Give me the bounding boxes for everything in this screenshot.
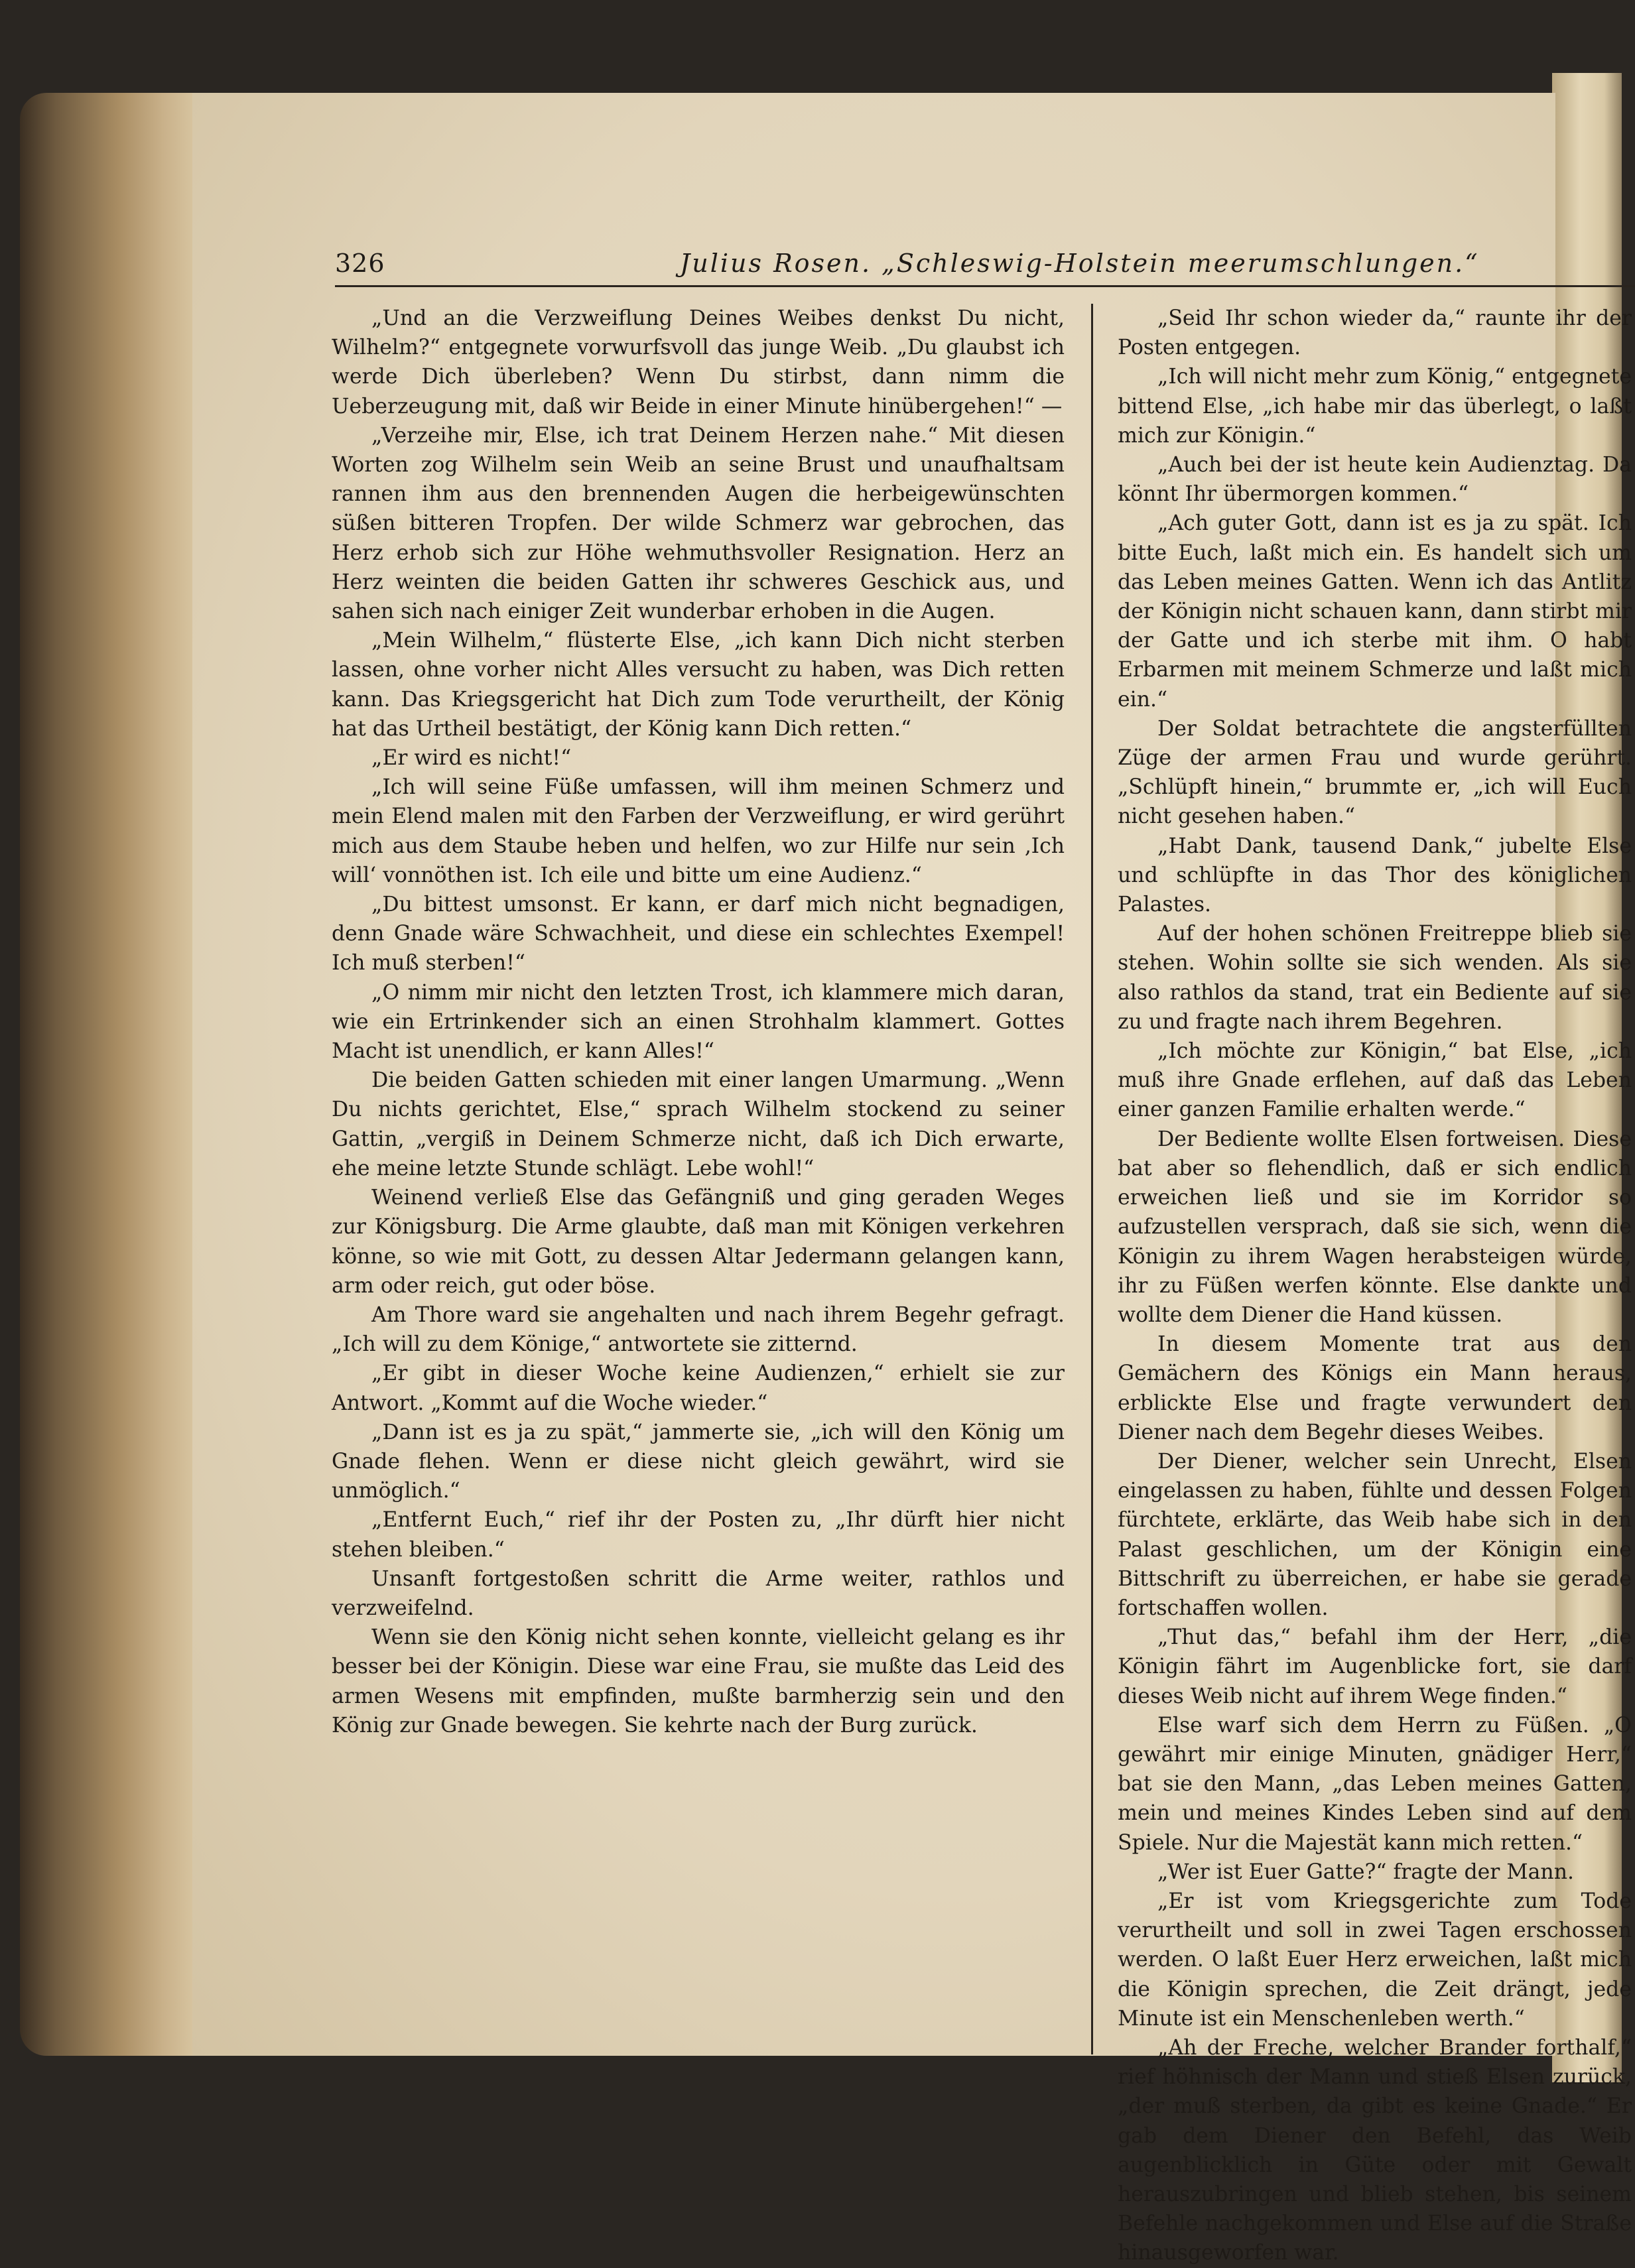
- running-title: Julius Rosen. „Schleswig-Holstein meerumschlungen.“: [680, 249, 1480, 278]
- paragraph: Unsanft fortgestoßen schritt die Arme weiter, rathlos und verzweifelnd.: [332, 1566, 1065, 1620]
- paragraph: „Thut das,“ befahl ihm der Herr, „die Königin fährt im Augenblicke fort, sie darf dieses Weib nicht auf ihrem Wege finden.“: [1118, 1625, 1632, 1708]
- paragraph: Am Thore ward sie angehalten und nach ihrem Begehr gefragt. „Ich will zu dem Könige,“ antwortete sie zitternd.: [332, 1302, 1065, 1357]
- header-rule: [335, 285, 1635, 287]
- paragraph: „Ah der Freche, welcher Brander forthalf,“ rief höhnisch der Mann und stieß Elsen zurück, „der muß sterben, da gibt es keine Gnade.“ Er gab dem Diener den Befehl, das Weib augenblicklich in Güte oder mit Gewalt herauszubringen und blieb stehen, bis seinem Befehle nachgekommen und Else auf die Straße hinausgeworfen war.: [1118, 2035, 1632, 2265]
- paragraph: In diesem Momente trat aus den Gemächern des Königs ein Mann heraus, erblickte Else und fragte verwundert den Diener nach dem Begehr dieses Weibes.: [1118, 1332, 1632, 1444]
- paragraph: „Entfernt Euch,“ rief ihr der Posten zu, „Ihr dürft hier nicht stehen bleiben.“: [332, 1508, 1065, 1562]
- paragraph: Der Diener, welcher sein Unrecht, Elsen eingelassen zu haben, fühlte und dessen Folgen fürchtete, erklärte, das Weib habe sich in den Palast geschlichen, um der Königin eine Bittschrift zu überreichen, er habe sie gerade fortschaffen wollen.: [1118, 1449, 1632, 1620]
- paragraph: „Ich will seine Füße umfassen, will ihm meinen Schmerz und mein Elend malen mit den Farben der Verzweiflung, er wird gerührt mich aus dem Staube heben und helfen, wo zur Hilfe nur sein ‚Ich will‘ vonnöthen ist. Ich eile und bitte um eine Audienz.“: [332, 775, 1065, 887]
- paragraph: „O nimm mir nicht den letzten Trost, ich klammere mich daran, wie ein Ertrinkender sich an einen Strohhalm klammert. Gottes Macht ist unendlich, er kann Alles!“: [332, 980, 1065, 1064]
- paragraph: „Verzeihe mir, Else, ich trat Deinem Herzen nahe.“ Mit diesen Worten zog Wilhelm sein Weib an seine Brust und unaufhaltsam rannen ihm aus den brennenden Augen die herbeigewünschten süßen bitteren Tropfen. Der wilde Schmerz war gebrochen, das Herz erhob sich zur Höhe wehmuthsvoller Resignation. Herz an Herz weinten die beiden Gatten ihr schweres Geschick aus, und sahen sich nach einiger Zeit wunderbar erhoben in die Augen.: [332, 423, 1065, 624]
- paragraph: „Seid Ihr schon wieder da,“ raunte ihr der Posten entgegen.: [1118, 306, 1632, 360]
- book-page: [192, 93, 1632, 2265]
- running-head: [335, 249, 1635, 288]
- paragraph: Weinend verließ Else das Gefängniß und ging geraden Weges zur Königsburg. Die Arme glaubte, daß man mit Königen verkehren könne, so wie mit Gott, zu dessen Altar Jedermann gelangen kann, arm oder reich, gut oder böse.: [332, 1186, 1065, 1298]
- paragraph: Wenn sie den König nicht sehen konnte, vielleicht gelang es ihr besser bei der Königin. Diese war eine Frau, sie mußte das Leid des armen Wesens mit empfinden, mußte barmherzig sein und den König zur Gnade bewegen. Sie kehrte nach der Burg zurück.: [332, 1625, 1065, 1737]
- paragraph: Else warf sich dem Herrn zu Füßen. „O gewährt mir einige Minuten, gnädiger Herr,“ bat sie den Mann, „das Leben meines Gatten, mein und meines Kindes Leben sind auf dem Spiele. Nur die Majestät kann mich retten.“: [1118, 1713, 1632, 1855]
- paragraph: Die beiden Gatten schieden mit einer langen Umarmung. „Wenn Du nichts gerichtet, Else,“ sprach Wilhelm stockend zu seiner Gattin, „vergiß in Deinem Schmerze nicht, daß ich Dich erwarte, ehe meine letzte Stunde schlägt. Lebe wohl!“: [332, 1068, 1065, 1180]
- paragraph: „Mein Wilhelm,“ flüsterte Else, „ich kann Dich nicht sterben lassen, ohne vorher nicht Alles versucht zu haben, was Dich retten kann. Das Kriegsgericht hat Dich zum Tode verurtheilt, der König hat das Urtheil bestätigt, der König kann Dich retten.“: [332, 629, 1065, 741]
- paragraph: „Er ist vom Kriegsgerichte zum Tode verurtheilt und soll in zwei Tagen erschossen werden. O laßt Euer Herz erweichen, laßt mich die Königin sprechen, die Zeit drängt, jede Minute ist ein Menschenleben werth.“: [1118, 1889, 1632, 2031]
- paragraph: „Er gibt in dieser Woche keine Audienzen,“ erhielt sie zur Antwort. „Kommt auf die Woche wieder.“: [332, 1361, 1065, 1415]
- paragraph: „Wer ist Euer Gatte?“ fragte der Mann.: [1157, 1859, 1575, 1884]
- paragraph: Der Soldat betrachtete die angsterfüllten Züge der armen Frau und wurde gerührt. „Schlüpft hinein,“ brummte er, „ich will Euch nicht gesehen haben.“: [1118, 716, 1632, 829]
- paragraph: „Dann ist es ja zu spät,“ jammerte sie, „ich will den König um Gnade flehen. Wenn er diese nicht gleich gewährt, wird sie unmöglich.“: [332, 1420, 1065, 1503]
- left-text-column: [332, 304, 1065, 1740]
- paragraph: „Er wird es nicht!“: [371, 746, 572, 771]
- paragraph: „Habt Dank, tausend Dank,“ jubelte Else und schlüpfte in das Thor des königlichen Palastes.: [1118, 834, 1632, 917]
- book-fore-edge-left: [20, 93, 199, 2056]
- paragraph: „Ach guter Gott, dann ist es ja zu spät. Ich bitte Euch, laßt mich ein. Es handelt sich um das Leben meines Gatten. Wenn ich das Antlitz der Königin nicht schauen kann, dann stirbt mir der Gatte und ich sterbe mit ihm. O habt Erbarmen mit meinem Schmerze und laßt mich ein.“: [1118, 511, 1632, 712]
- paragraph: „Und an die Verzweiflung Deines Weibes denkst Du nicht, Wilhelm?“ entgegnete vorwurfsvoll das junge Weib. „Du glaubst ich werde Dich überleben? Wenn Du stirbst, dann nimm die Ueberzeugung mit, daß wir Beide in einer Minute hinübergehen!“ —: [332, 306, 1065, 418]
- page-number: 326: [335, 249, 385, 278]
- paragraph: „Du bittest umsonst. Er kann, er darf mich nicht begnadigen, denn Gnade wäre Schwachheit, und diese ein schlechtes Exempel! Ich muß sterben!“: [332, 893, 1065, 976]
- column-divider: [1091, 304, 1093, 2054]
- paragraph: „Ich möchte zur Königin,“ bat Else, „ich muß ihre Gnade erflehen, auf daß das Leben einer ganzen Familie erhalten werde.“: [1118, 1039, 1632, 1122]
- right-text-column: [1118, 304, 1632, 2268]
- paragraph: Der Bediente wollte Elsen fortweisen. Diese bat aber so flehendlich, daß er sich endlich erweichen ließ und sie im Korridor so aufzustellen versprach, daß sie sich, wenn die Königin zu ihrem Wagen herabsteigen würde, ihr zu Füßen werfen könnte. Else dankte und wollte dem Diener die Hand küssen.: [1118, 1127, 1632, 1327]
- paragraph: „Ich will nicht mehr zum König,“ entgegnete bittend Else, „ich habe mir das überlegt, o laßt mich zur Königin.“: [1118, 365, 1632, 448]
- paragraph: Auf der hohen schönen Freitreppe blieb sie stehen. Wohin sollte sie sich wenden. Als sie also rathlos da stand, trat ein Bediente auf sie zu und fragte nach ihrem Begehren.: [1118, 922, 1632, 1034]
- paragraph: „Auch bei der ist heute kein Audienztag. Da könnt Ihr übermorgen kommen.“: [1118, 453, 1632, 507]
